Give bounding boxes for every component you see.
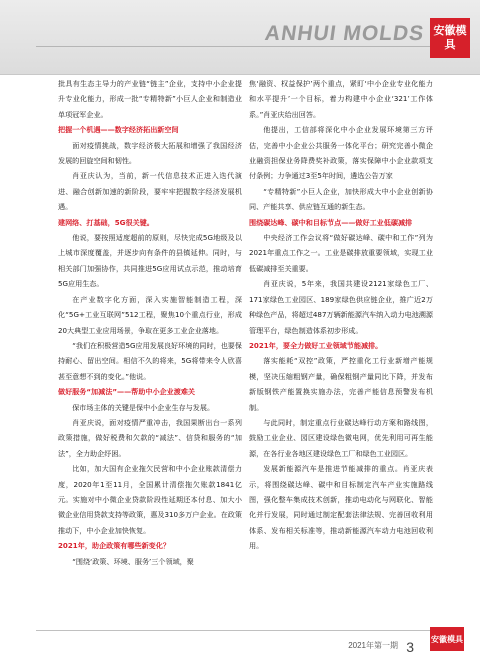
page-number: 3 bbox=[406, 639, 414, 655]
paragraph: 与此同时，制定重点行业碳达峰行动方案和路线图，鼓励工业企业、园区建设绿色微电网，优先利用可再生能源，在各行业各地区建设绿色工厂和绿色工业园区。 bbox=[249, 417, 433, 458]
paragraph: 发展新能源汽车是推进节能减排的重点。肖亚庆表示，将围绕碳达峰、碳中和目标制定汽车产业实施路线图，强化整车集成技术创新，推动电动化与网联化、智能化并行发展，同时通过制定配套法律法规、完善回收利用体系、发布相关标准等，推动新能源汽车动力电池回收利用。 bbox=[249, 464, 433, 551]
paragraph: 批具有生态主导力的产业链“链主”企业，支持中小企业提升专业化能力，形成一批“专精特新”小巨人企业和制造业单项冠军企业。 bbox=[58, 79, 242, 119]
issue-label: 2021年第一期 bbox=[348, 641, 398, 650]
footer-logo-box: 安徽模具 bbox=[430, 627, 464, 651]
paragraph: 焦‘融资、权益保护’两个重点，紧盯‘中小企业专业化能力和水平提升’一个目标，着力构建中小企业‘321’工作体系。”肖亚庆给出回答。 bbox=[249, 79, 433, 119]
left-column bbox=[58, 76, 242, 569]
section-heading: 2021年，要全力做好工业领域节能减排。 bbox=[249, 340, 383, 350]
footer-divider bbox=[36, 630, 440, 631]
right-column bbox=[249, 76, 433, 554]
paragraph: 中央经济工作会议将“做好碳达峰、碳中和工作”列为2021年重点工作之一。工业是碳排放重要领域，实现工业低碳减排至关重要。 bbox=[249, 233, 433, 273]
section-heading: 2021年，助企政策有哪些新变化？ bbox=[58, 541, 170, 551]
section-heading: 做好服务“加减法”——帮助中小企业渡难关 bbox=[58, 387, 196, 397]
paragraph: “专精特新”小巨人企业，加快形成大中小企业创新协同、产能共享、供应链互通的新生态。 bbox=[249, 186, 433, 212]
paragraph: 面对疫情挑战，数字经济极大拓展和增强了我国经济发展的回旋空间和韧性。 bbox=[58, 140, 242, 166]
paragraph: 在产业数字化方面，深入实施智能制造工程，深化“5G+工业互联网”512工程，聚焦10个重点行业，形成20大典型工业应用场景，争取在更多工业企业落地。 bbox=[58, 294, 242, 335]
paragraph: 肖亚庆说，5年来，我国共建设2121家绿色工厂、171家绿色工业园区、189家绿色供应链企业，推广近2万种绿色产品，将超过487万辆新能源汽车纳入动力电池溯源管理平台，绿色制造体系初步形成。 bbox=[249, 279, 433, 335]
paragraph: “围绕‘政策、环境、服务’三个领域，聚 bbox=[72, 556, 194, 566]
paragraph: 他提出，工信部将深化中小企业发展环境第三方评估，完善中小企业公共服务一体化平台；研究完善小微企业融资担保业务降费奖补政策，落实保障中小企业款项支付条例；力争通过3至5年时间，遴选公告万家 bbox=[249, 125, 433, 181]
brand-logo-box: 安徽模具 bbox=[430, 18, 470, 58]
brand-name: ANHUI MOLDS bbox=[263, 22, 426, 45]
page-header bbox=[0, 0, 480, 75]
paragraph: 肖亚庆认为，当前，新一代信息技术正进入迭代演进、融合创新加速的新阶段，要牢牢把握数字经济发展机遇。 bbox=[58, 171, 242, 212]
section-heading: 建网络、打基础，5G很关键。 bbox=[58, 217, 154, 227]
paragraph: 肖亚庆说，面对疫情严重冲击，我国果断出台一系列政策措施，做好税费和欠款的“减法”、信贷和服务的“加法”，全力助企纾困。 bbox=[58, 417, 242, 458]
section-heading: 把握一个机遇——数字经济拓出新空间 bbox=[58, 125, 179, 135]
paragraph: 保市场主体的关键是保中小企业生存与发展。 bbox=[72, 402, 215, 412]
header-divider bbox=[36, 46, 444, 47]
section-heading: 围绕碳达峰、碳中和目标节点——做好工业低碳减排 bbox=[249, 217, 413, 227]
paragraph: 落实能耗“双控”政策，严控重化工行业新增产能规模，坚决压缩粗钢产量，确保粗钢产量同比下降，并发布新版钢铁产能置换实施办法，完善产能信息预警发布机制。 bbox=[249, 356, 433, 412]
paragraph: 他说，要按照适度超前的原则，尽快完成5G地级及以上城市深度覆盖，并逐步向有条件的县镇延伸。同时，与相关部门加强协作，共同推进5G应用试点示范，推动培育5G应用生态。 bbox=[58, 233, 242, 289]
paragraph: “我们在积极营造5G应用发展良好环境的同时，也要保持耐心、留出空间。相信不久的将来，5G将带来令人欣喜甚至意想不到的变化。”他说。 bbox=[58, 340, 242, 381]
paragraph: 比如，加大国有企业拖欠民营和中小企业账款清偿力度，2020年1至11月，全国累计清偿拖欠账款1841亿元。实施对中小微企业贷款阶段性延期还本付息、加大小微企业信用贷款支持等政策，惠及310多万户企业。在政策推动下，中小企业加快恢复。 bbox=[58, 464, 242, 535]
